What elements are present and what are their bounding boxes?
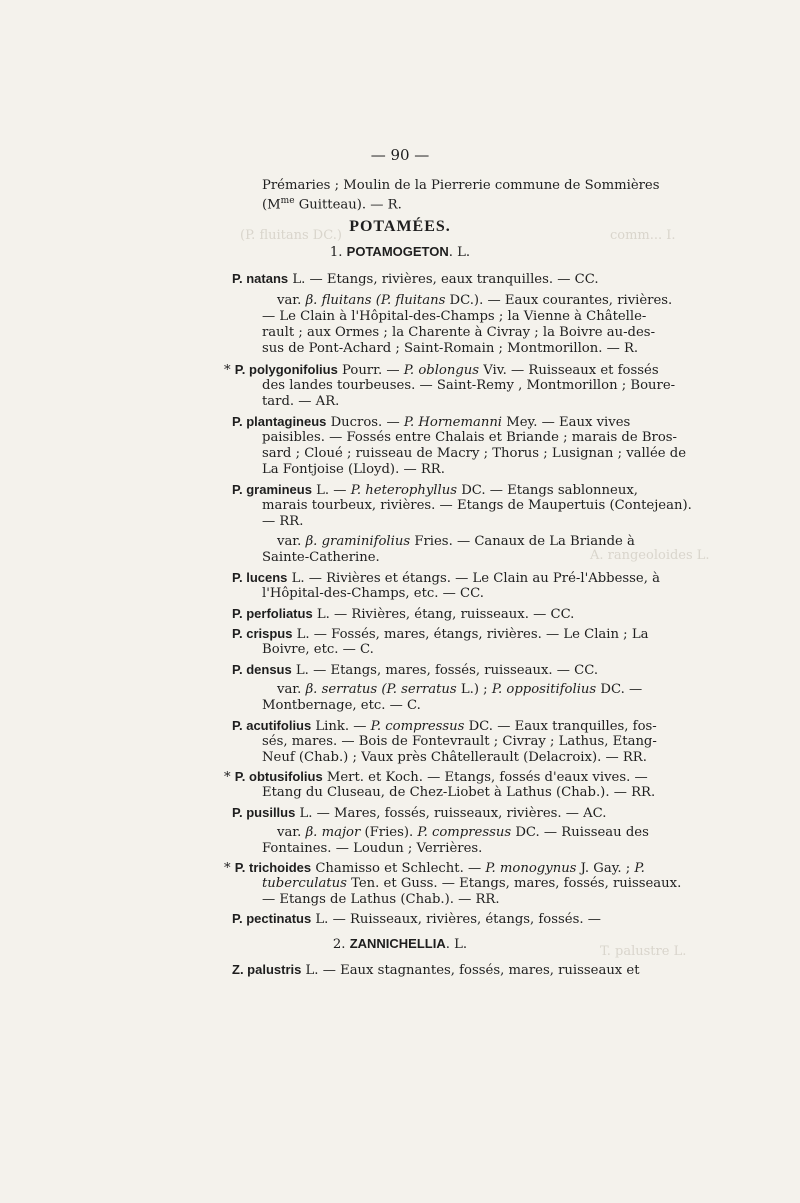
text-line — [262, 641, 374, 658]
text-line — [262, 340, 638, 357]
text-span: des landes tourbeuses. — Saint-Remy , Montmorillon ; Boure- — [262, 378, 676, 393]
text-span: sus de Pont-Achard ; Saint-Romain ; Montmorillon. — R. — [262, 341, 639, 356]
text-span: L. — Ruisseaux, rivières, étangs, fossés. — — [311, 912, 601, 927]
text-span: 2. — [332, 937, 350, 952]
bleed-through-text: (P. fluitans DC.) — [240, 228, 342, 243]
text-line — [262, 733, 657, 750]
text-line — [232, 804, 607, 822]
text-line — [262, 749, 647, 766]
text-line — [232, 270, 599, 288]
text-span: P. compressus — [370, 719, 465, 734]
text-line — [262, 875, 681, 892]
text-span: P. oblongus — [403, 363, 480, 378]
text-span: — Etangs de Lathus (Chab.). — RR. — [262, 892, 500, 907]
text-line — [0, 218, 800, 236]
text-line — [232, 661, 598, 679]
text-span: (Fries). — [360, 825, 418, 840]
text-span: DC. — — [596, 682, 643, 697]
text-span: Mey. — Eaux vives — [502, 415, 631, 430]
text-line — [262, 193, 402, 213]
text-line — [262, 308, 646, 325]
bleed-through-text: T. palustre L. — [600, 944, 687, 959]
text-span: rault ; aux Ormes ; la Charente à Civray ; la Boivre au-des- — [262, 325, 656, 340]
text-span: sard ; Cloué ; ruisseau de Macry ; Thorus ; Lusignan ; vallée de — [262, 446, 687, 461]
text-span: DC.). — Eaux courantes, rivières. — [445, 293, 673, 308]
species-name: P. natans — [232, 271, 289, 286]
species-name: P. plantagineus — [232, 414, 327, 429]
text-line — [262, 697, 421, 714]
text-span: J. Gay. ; — [576, 861, 635, 876]
text-line — [232, 605, 574, 623]
text-line — [0, 935, 800, 953]
text-line — [262, 393, 339, 410]
text-span: Etang du Cluseau, de Chez-Liobet à Lathus (Chab.). — RR. — [262, 785, 656, 800]
text-span: Sainte-Catherine. — [262, 550, 380, 565]
text-span: L. — Etangs, rivières, eaux tranquilles. — CC. — [288, 272, 599, 287]
text-span: L. — Eaux stagnantes, fossés, mares, ruisseaux et — [301, 963, 640, 978]
text-span: P. compressus — [417, 825, 512, 840]
text-span: l'Hôpital-des-Champs, etc. — CC. — [262, 586, 484, 601]
text-span: β. graminifolius — [305, 534, 411, 549]
text-span: — RR. — [262, 514, 304, 529]
text-span: Montbernage, etc. — C. — [262, 698, 421, 713]
text-line — [262, 377, 675, 394]
text-span: P. heterophyllus — [350, 483, 457, 498]
text-span: DC. — Ruisseau des — [511, 825, 649, 840]
text-line — [277, 292, 672, 309]
species-name: P. gramineus — [232, 482, 312, 497]
text-span: L. — Mares, fossés, ruisseaux, rivières. — AC. — [295, 806, 607, 821]
text-span: β. serratus (P. serratus — [305, 682, 457, 697]
genus-name: ZANNICHELLIA — [349, 936, 446, 951]
text-span: P. — [634, 861, 645, 876]
text-line — [232, 961, 640, 979]
text-span: L. — — [311, 483, 351, 498]
text-span: Fontaines. — Loudun ; Verrières. — [262, 841, 483, 856]
text-span: L.) ; — [456, 682, 492, 697]
text-span: β. major — [305, 825, 361, 840]
text-line — [262, 784, 655, 801]
text-line — [262, 497, 692, 514]
text-span: . L. — [445, 937, 468, 952]
text-line — [262, 177, 660, 194]
text-span: Link. — — [311, 719, 371, 734]
text-span: * — [224, 861, 235, 876]
text-span: P. Hornemanni — [403, 415, 503, 430]
text-line — [262, 461, 445, 478]
species-name: P. acutifolius — [232, 718, 312, 733]
text-span: 1. — [329, 245, 347, 260]
text-span: Boivre, etc. — C. — [262, 642, 374, 657]
text-span: Fries. — Canaux de La Briande à — [410, 534, 635, 549]
text-span: tuberculatus — [262, 876, 347, 891]
text-span: Ducros. — — [326, 415, 404, 430]
family-heading: POTAMÉES. — [349, 218, 451, 235]
text-span: L. — Rivières et étangs. — Le Clain au Pré-l'Abbesse, à — [287, 571, 660, 586]
text-line — [262, 585, 484, 602]
text-line — [262, 513, 303, 530]
text-line — [262, 324, 655, 341]
text-line — [277, 533, 635, 550]
text-span: Mert. et Koch. — Etangs, fossés d'eaux vives. — — [322, 770, 648, 785]
species-name: P. polygonifolius — [234, 362, 338, 377]
text-span: — Le Clain à l'Hôpital-des-Champs ; la Vienne à Châtelle- — [262, 309, 647, 324]
text-span: β. fluitans (P. fluitans — [305, 293, 446, 308]
text-span: P. monogynus — [485, 861, 577, 876]
species-name: P. trichoides — [234, 860, 312, 875]
text-span: * — [224, 363, 235, 378]
text-span: L. — Rivières, étang, ruisseaux. — CC. — [312, 607, 575, 622]
text-line — [277, 681, 642, 698]
text-span: . L. — [448, 245, 471, 260]
text-span: * — [224, 770, 235, 785]
species-name: P. obtusifolius — [234, 769, 323, 784]
text-span: var. — [277, 534, 306, 549]
text-span: Guitteau). — R. — [294, 197, 402, 213]
text-line — [262, 429, 677, 446]
text-span: paisibles. — Fossés entre Chalais et Briande ; marais de Bros- — [262, 430, 678, 445]
text-span: Prémaries ; Moulin de la Pierrerie commune de Sommières — [262, 178, 660, 193]
text-span: Chamisso et Schlecht. — — [311, 861, 486, 876]
text-span: L. — Etangs, mares, fossés, ruisseaux. — CC. — [291, 663, 599, 678]
text-span: DC. — Etangs sablonneux, — [457, 483, 638, 498]
species-name: P. crispus — [232, 626, 293, 641]
page-number: — 90 — — [370, 146, 430, 164]
species-name: Z. palustris — [232, 962, 302, 977]
bleed-through-text: comm... I. — [610, 228, 676, 243]
species-name: P. lucens — [232, 570, 288, 585]
text-span: me — [280, 196, 295, 206]
text-line — [232, 910, 601, 928]
text-span: var. — [277, 293, 306, 308]
text-span: sés, mares. — Bois de Fontevrault ; Civray ; Lathus, Etang- — [262, 734, 657, 749]
text-line — [277, 824, 649, 841]
species-name: P. perfoliatus — [232, 606, 313, 621]
text-line — [0, 243, 800, 261]
text-line — [262, 445, 686, 462]
text-span: P. oppositifolius — [491, 682, 597, 697]
text-line — [262, 840, 482, 857]
text-span: La Fontjoise (Lloyd). — RR. — [262, 462, 445, 477]
text-span: tard. — AR. — [262, 394, 340, 409]
text-span: L. — Fossés, mares, étangs, rivières. — Le Clain ; La — [292, 627, 649, 642]
text-line — [262, 891, 500, 908]
text-span: var. — [277, 682, 306, 697]
text-span: Pourr. — — [337, 363, 404, 378]
species-name: P. densus — [232, 662, 292, 677]
bleed-through-text: A. rangeoloides L. — [590, 548, 710, 563]
species-name: P. pusillus — [232, 805, 296, 820]
text-span: (M — [262, 197, 281, 213]
text-line — [262, 549, 380, 566]
text-span: marais tourbeux, rivières. — Etangs de Maupertuis (Contejean). — [262, 498, 692, 513]
text-span: DC. — Eaux tranquilles, fos- — [464, 719, 657, 734]
species-name: P. pectinatus — [232, 911, 312, 926]
genus-name: POTAMOGETON — [346, 244, 449, 259]
text-span: Ten. et Guss. — Etangs, mares, fossés, ruisseaux. — [346, 876, 682, 891]
text-span: var. — [277, 825, 306, 840]
text-span: Neuf (Chab.) ; Vaux près Châtellerault (Delacroix). — RR. — [262, 750, 647, 765]
text-span: Viv. — Ruisseaux et fossés — [479, 363, 659, 378]
